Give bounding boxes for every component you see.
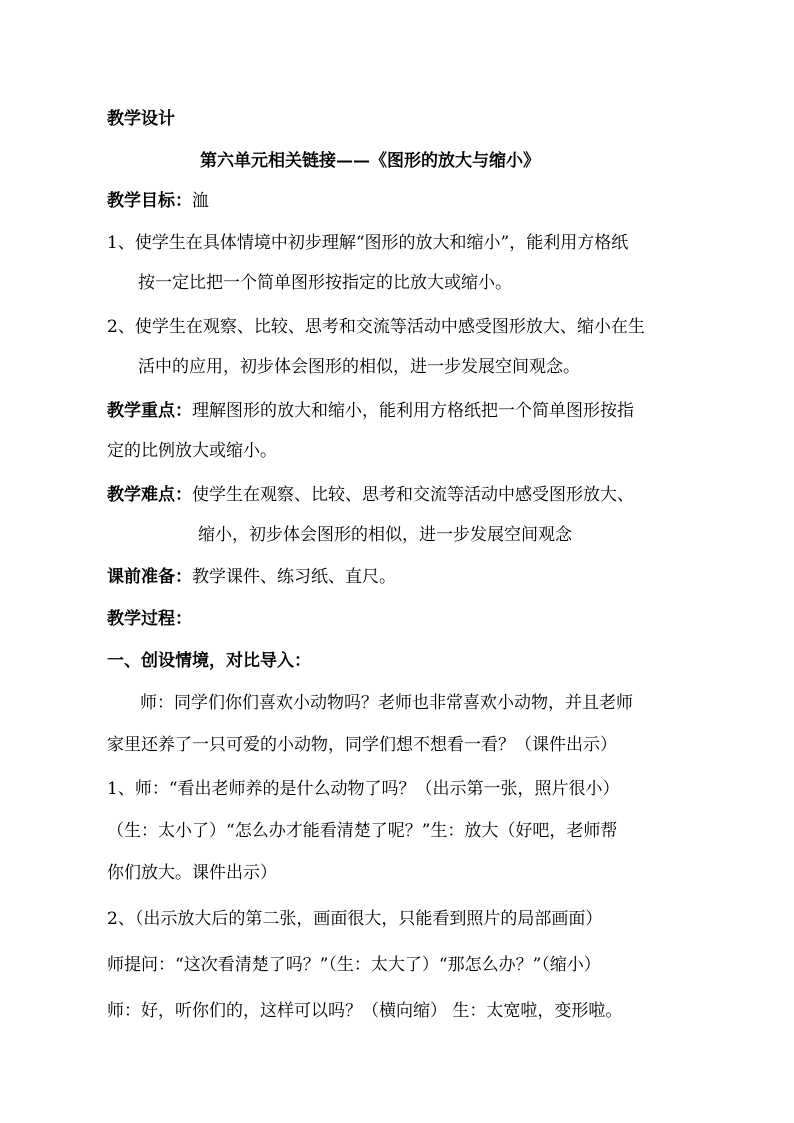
- step1-line1: 1、师：“看出老师养的是什么动物了吗？（出示第一张，照片很小）: [107, 779, 620, 799]
- key-row: [107, 400, 687, 422]
- step1-line3: 你们放大。课件出示）: [107, 863, 277, 883]
- difficulty-row: [107, 484, 687, 506]
- section1-heading: 一、创设情境，对比导入：: [107, 651, 311, 671]
- difficulty-line2: 缩小，初步体会图形的相似，进一步发展空间观念: [198, 525, 572, 545]
- objectives-mark: 洫: [192, 191, 209, 211]
- para1-line1: 师：同学们你们喜欢小动物吗？老师也非常喜欢小动物，并且老师: [140, 693, 633, 713]
- key-label: 教学重点：: [107, 401, 192, 421]
- prep-text: 教学课件、练习纸、直尺。: [192, 567, 396, 587]
- doc-heading: 教学设计: [107, 109, 175, 129]
- doc-title: 第六单元相关链接——《图形的放大与缩小》: [200, 151, 540, 171]
- prep-row: [107, 566, 687, 588]
- step2-line1: 2、（出示放大后的第二张，画面很大，只能看到照片的局部画面）: [107, 909, 603, 929]
- objective1-line1: 1、使学生在具体情境中初步理解“图形的放大和缩小”，能利用方格纸: [107, 233, 629, 253]
- process-label: 教学过程：: [107, 609, 192, 629]
- step1-line2: （生：太小了）“怎么办才能看清楚了呢？”生：放大（好吧，老师帮: [107, 821, 618, 841]
- objectives-label: 教学目标：: [107, 191, 192, 211]
- step2-line3: 师：好，听你们的，这样可以吗？（横向缩） 生：太宽啦，变形啦。: [107, 1001, 623, 1021]
- difficulty-label: 教学难点：: [107, 485, 192, 505]
- objective2-line2: 活中的应用，初步体会图形的相似，进一步发展空间观念。: [138, 357, 580, 377]
- prep-label: 课前准备：: [107, 567, 192, 587]
- key-text: 理解图形的放大和缩小，能利用方格纸把一个简单图形按指: [192, 401, 634, 421]
- objectives-row: [107, 190, 687, 212]
- para1-line2: 家里还养了一只可爱的小动物，同学们想不想看一看？（课件出示）: [107, 735, 617, 755]
- objective1-line2: 按一定比把一个简单图形按指定的比放大或缩小。: [138, 273, 512, 293]
- step2-line2: 师提问：“这次看清楚了吗？”（生：太大了）“那怎么办？”（缩小）: [107, 955, 601, 975]
- difficulty-text: 使学生在观察、比较、思考和交流等活动中感受图形放大、: [192, 485, 634, 505]
- objective2-line1: 2、使学生在观察、比较、思考和交流等活动中感受图形放大、缩小在生: [107, 317, 645, 337]
- key-line2: 定的比例放大或缩小。: [107, 441, 277, 461]
